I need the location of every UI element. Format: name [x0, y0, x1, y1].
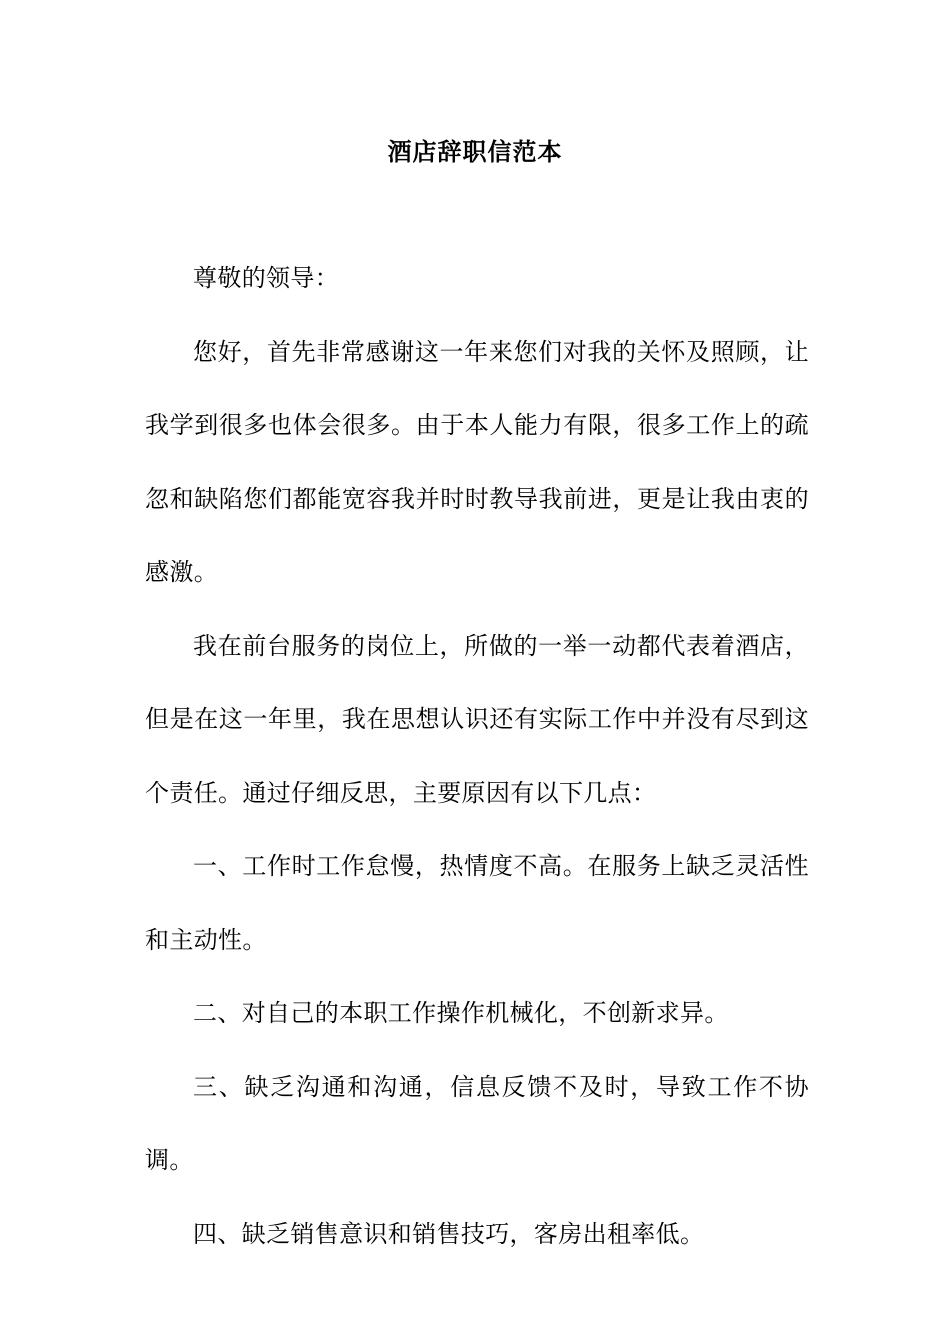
- list-item-4: 四、缺乏销售意识和销售技巧，客房出租率低。: [193, 1219, 705, 1248]
- list-item-1: 一、工作时工作怠慢，热情度不高。在服务上缺乏灵活性和主动性。: [145, 852, 809, 954]
- paragraph-greeting: 您好，首先非常感谢这一年来您们对我的关怀及照顾，让我学到很多也体会很多。由于本人能力有限，很多工作上的疏忽和缺陷您们都能宽容我并时时教导我前进，更是让我由衷的感激。: [145, 337, 809, 586]
- list-item-3: 三、缺乏沟通和沟通，信息反馈不及时，导致工作不协调。: [145, 1072, 809, 1174]
- salutation: 尊敬的领导：: [193, 264, 340, 292]
- list-item-2: 二、对自己的本职工作操作机械化，不创新求异。: [193, 999, 729, 1027]
- paragraph-reflection: 我在前台服务的岗位上，所做的一举一动都代表着酒店，但是在这一年里，我在思想认识还有实际工作中并没有尽到这个责任。通过仔细反思，主要原因有以下几点：: [145, 631, 809, 807]
- document-body: [145, 242, 809, 1271]
- document-title: 酒店辞职信范本: [387, 137, 563, 166]
